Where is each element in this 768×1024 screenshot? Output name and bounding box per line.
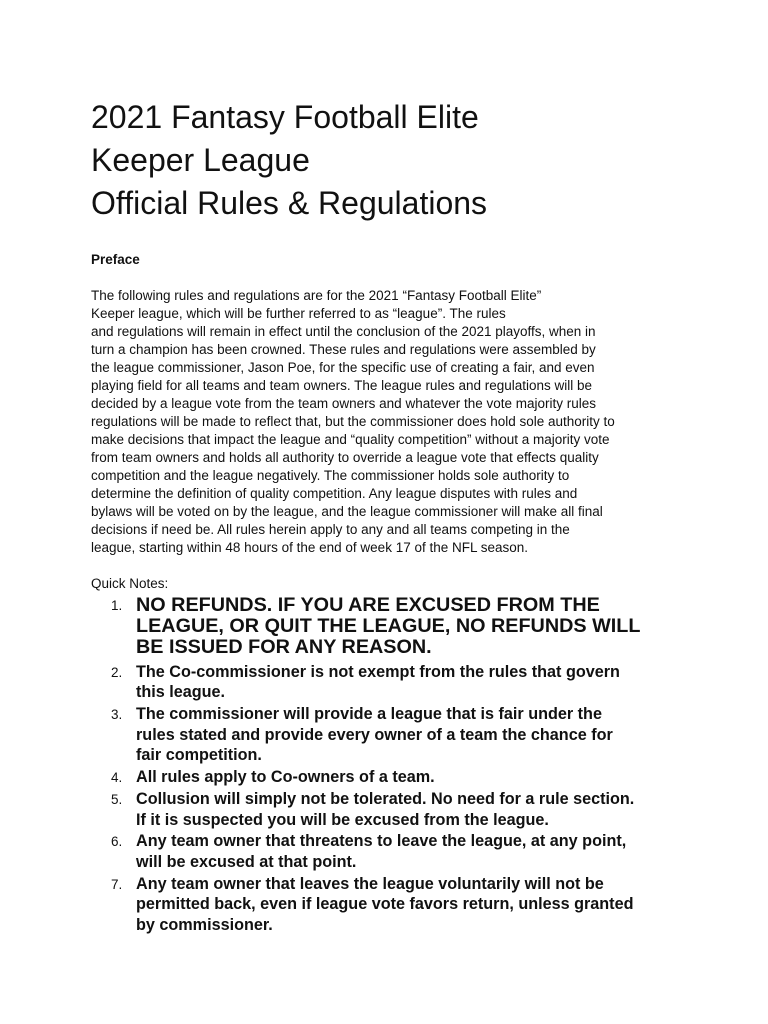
- preface-line: regulations will be made to reflect that, but the commissioner does hold sole authority to: [91, 414, 615, 429]
- preface-line: decided by a league vote from the team owners and whatever the vote majority rules: [91, 396, 597, 411]
- list-item-number: 4.: [111, 770, 123, 786]
- list-item: [91, 704, 708, 766]
- list-item-line: LEAGUE, OR QUIT THE LEAGUE, NO REFUNDS WILL: [136, 615, 641, 638]
- preface-line: decisions if need be. All rules herein apply to any and all teams competing in the: [91, 522, 570, 537]
- preface-paragraph: [91, 287, 681, 557]
- title-line: Keeper League: [91, 142, 310, 178]
- preface-line: and regulations will remain in effect until the conclusion of the 2021 playoffs, when in: [91, 324, 596, 339]
- preface-line: turn a champion has been crowned. These rules and regulations were assembled by: [91, 342, 596, 357]
- list-item: [91, 831, 708, 872]
- preface-line: Keeper league, which will be further referred to as “league”. The rules: [91, 306, 506, 321]
- quick-notes-label: Quick Notes:: [91, 576, 169, 591]
- list-item-line: Any team owner that leaves the league voluntarily will not be: [136, 874, 604, 893]
- list-item-number: 3.: [111, 707, 123, 723]
- list-item-line: this league.: [136, 683, 226, 702]
- document-title: [91, 96, 708, 225]
- list-item: [91, 662, 708, 703]
- preface-line: competition and the league negatively. The commissioner holds sole authority to: [91, 468, 570, 483]
- preface-line: from team owners and holds all authority to override a league vote that effects quality: [91, 450, 599, 465]
- list-item-number: 5.: [111, 791, 123, 807]
- list-item-line: rules stated and provide every owner of a team the chance for: [136, 725, 613, 744]
- list-item-line: permitted back, even if league vote favors return, unless granted: [136, 895, 634, 914]
- list-item-line: BE ISSUED FOR ANY REASON.: [136, 636, 432, 659]
- list-item-line: All rules apply to Co-owners of a team.: [136, 768, 435, 787]
- list-item-line: fair competition.: [136, 746, 262, 765]
- list-item: [91, 789, 708, 830]
- preface-line: league, starting within 48 hours of the end of week 17 of the NFL season.: [91, 540, 529, 555]
- quick-notes-list: [91, 595, 708, 936]
- list-item-line: NO REFUNDS. IF YOU ARE EXCUSED FROM THE: [136, 594, 600, 616]
- preface-line: determine the definition of quality competition. Any league disputes with rules and: [91, 486, 578, 501]
- list-item-line: The Co-commissioner is not exempt from the rules that govern: [136, 662, 620, 681]
- title-line: Official Rules & Regulations: [91, 185, 488, 221]
- title-line: 2021 Fantasy Football Elite: [91, 99, 479, 135]
- list-item-number: 1.: [111, 598, 123, 613]
- list-item-line: The commissioner will provide a league that is fair under the: [136, 705, 602, 724]
- list-item: [91, 595, 708, 659]
- preface-line: playing field for all teams and team owners. The league rules and regulations will be: [91, 378, 593, 393]
- preface-line: The following rules and regulations are for the 2021 “Fantasy Football Elite”: [91, 288, 542, 303]
- list-item-number: 7.: [111, 876, 123, 892]
- list-item: [91, 874, 708, 936]
- list-item-line: Any team owner that threatens to leave the league, at any point,: [136, 832, 627, 851]
- list-item-line: If it is suspected you will be excused from the league.: [136, 810, 549, 829]
- list-item-line: by commissioner.: [136, 916, 273, 935]
- preface-line: bylaws will be voted on by the league, and the league commissioner will make all final: [91, 504, 603, 519]
- list-item-line: Collusion will simply not be tolerated. No need for a rule section.: [136, 789, 635, 808]
- preface-line: the league commissioner, Jason Poe, for the specific use of creating a fair, and even: [91, 360, 595, 375]
- preface-line: make decisions that impact the league and “quality competition” without a majority vote: [91, 432, 610, 447]
- preface-heading: Preface: [91, 252, 140, 267]
- list-item-number: 2.: [111, 664, 123, 680]
- list-item-line: will be excused at that point.: [136, 852, 357, 871]
- list-item: [91, 767, 708, 788]
- list-item-number: 6.: [111, 834, 123, 850]
